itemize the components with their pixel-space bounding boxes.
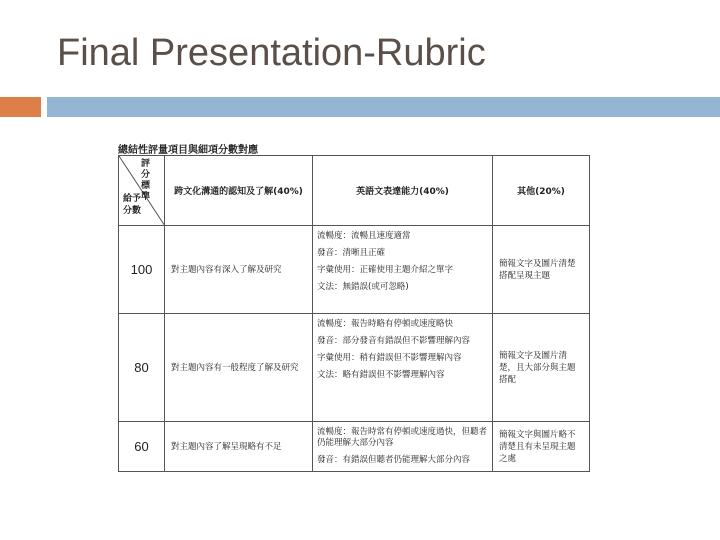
title-rule-bar bbox=[47, 97, 720, 117]
culture-cell: 對主題內容有深入了解及研究 bbox=[165, 226, 313, 314]
criterion-line: 文法：無錯誤(或可忽略) bbox=[317, 282, 409, 292]
table-row bbox=[119, 314, 590, 422]
criterion-line: 流暢度：報告時略有停頓或速度略快 bbox=[317, 319, 454, 329]
english-cell bbox=[313, 422, 493, 472]
corner-score-label: 給予分數 bbox=[123, 194, 142, 216]
culture-cell: 對主題內容有一般程度了解及研究 bbox=[165, 314, 313, 422]
column-header-culture: 跨文化溝通的認知及了解(40%) bbox=[165, 156, 313, 226]
column-header-other: 其他(20%) bbox=[493, 156, 590, 226]
english-cell bbox=[313, 314, 493, 422]
criterion-line: 發音：部分發音有錯誤但不影響理解內容 bbox=[317, 336, 471, 346]
english-cell bbox=[313, 226, 493, 314]
score-cell: 80 bbox=[119, 314, 165, 422]
criterion-line: 字彙使用：正確使用主題介紹之單字 bbox=[317, 265, 454, 275]
table-row bbox=[119, 226, 590, 314]
score-cell: 60 bbox=[119, 422, 165, 472]
criterion-line: 字彙使用：稍有錯誤但不影響理解內容 bbox=[317, 353, 462, 363]
corner-criteria-label: 評分標準 bbox=[141, 159, 151, 202]
table-row bbox=[119, 422, 590, 472]
culture-cell: 對主題內容了解呈現略有不足 bbox=[165, 422, 313, 472]
criterion-line: 發音：清晰且正確 bbox=[317, 248, 386, 258]
accent-block bbox=[0, 97, 41, 117]
criterion-line: 流暢度：流暢且速度適當 bbox=[317, 231, 411, 241]
column-header-english: 英語文表達能力(40%) bbox=[313, 156, 493, 226]
score-cell: 100 bbox=[119, 226, 165, 314]
other-cell: 簡報文字及圖片清楚搭配呈現主題 bbox=[493, 226, 590, 314]
criterion-line: 文法：略有錯誤但不影響理解內容 bbox=[317, 370, 445, 380]
other-cell: 簡報文字與圖片略不清楚且有未呈現主題之處 bbox=[493, 422, 590, 472]
slide-title: Final Presentation-Rubric bbox=[57, 32, 486, 74]
criterion-line: 流暢度：報告時常有停頓或速度過快，但聽者仍能理解大部分內容 bbox=[317, 427, 488, 448]
rubric-table bbox=[118, 155, 590, 472]
corner-cell bbox=[119, 156, 165, 226]
criterion-line: 發音：有錯誤但聽者仍能理解大部分內容 bbox=[317, 455, 471, 465]
table-caption: 總結性評量項目與細項分數對應 bbox=[118, 145, 258, 156]
other-cell: 簡報文字及圖片清楚，且大部分與主題搭配 bbox=[493, 314, 590, 422]
header-row bbox=[119, 156, 590, 226]
